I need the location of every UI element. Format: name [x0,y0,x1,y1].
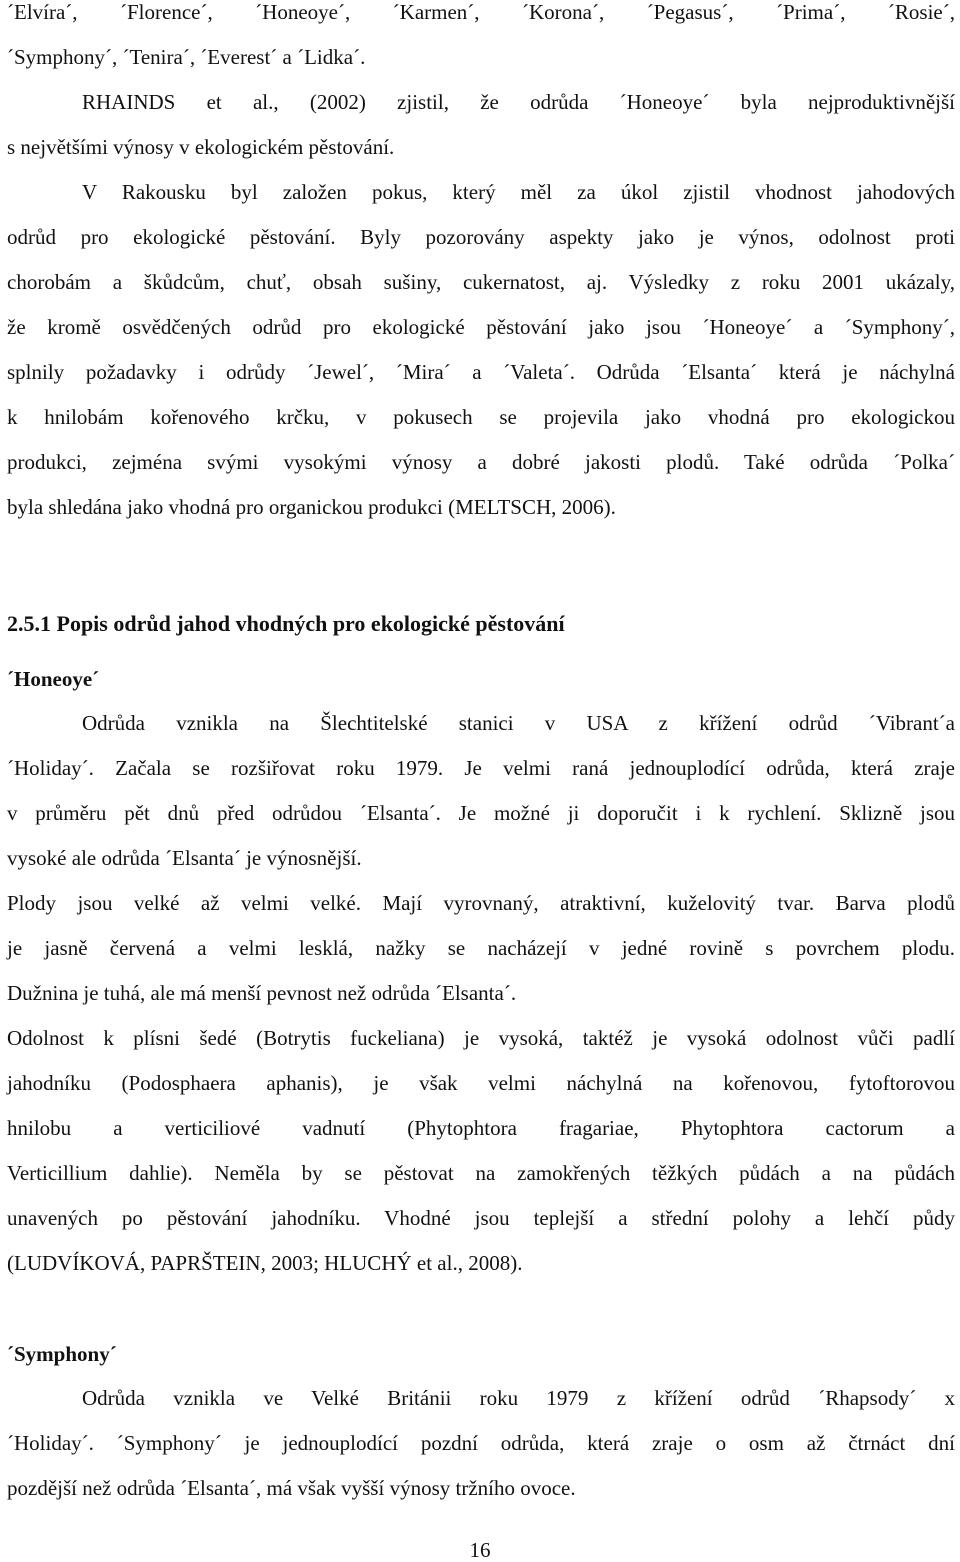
text-line: ´Holiday´. ´Symphony´ je jednouplodící pozdní odrůda, která zraje o osm až čtrnáct dní [7,1431,955,1455]
text-line: ´Holiday´. Začala se rozšiřovat roku 1979. Je velmi raná jednouplodící odrůda, která zraje [7,756,955,780]
page-number: 16 [469,1538,491,1562]
text-line: ´Elvíra´, ´Florence´, ´Honeoye´, ´Karmen´, ´Korona´, ´Pegasus´, ´Prima´, ´Rosie´, [7,0,955,24]
text-line: Odolnost k plísni šedé (Botrytis fuckeliana) je vysoká, taktéž je vysoká odolnost vůči padlí [7,1026,955,1050]
text-line: byla shledána jako vhodná pro organickou produkci (MELTSCH, 2006). [7,495,616,519]
text-line: Plody jsou velké až velmi velké. Mají vyrovnaný, atraktivní, kuželovitý tvar. Barva plodů [7,891,955,915]
text-line: splnily požadavky i odrůdy ´Jewel´, ´Mira´ a ´Valeta´. Odrůda ´Elsanta´ která je náchylná [7,360,955,384]
text-line: chorobám a škůdcům, chuť, obsah sušiny, cukernatost, aj. Výsledky z roku 2001 ukázaly, [7,270,955,294]
text-line: produkci, zejména svými vysokými výnosy a dobré jakosti plodů. Také odrůda ´Polka´ [7,450,955,474]
text-line: (LUDVÍKOVÁ, PAPRŠTEIN, 2003; HLUCHÝ et al., 2008). [7,1251,523,1275]
text-line: odrůd pro ekologické pěstování. Byly pozorovány aspekty jako je výnos, odolnost proti [7,225,955,249]
text-line: pozdější než odrůda ´Elsanta´, má však vyšší výnosy tržního ovoce. [7,1476,576,1500]
text-line: V Rakousku byl založen pokus, který měl za úkol zjistil vhodnost jahodových [82,180,955,204]
text-line: Dužnina je tuhá, ale má menší pevnost než odrůda ´Elsanta´. [7,981,517,1005]
text-line: s největšími výnosy v ekologickém pěstování. [7,135,395,159]
text-line: hnilobu a verticiliové vadnutí (Phytophtora fragariae, Phytophtora cactorum a [7,1116,955,1140]
text-line: že kromě osvědčených odrůd pro ekologické pěstování jako jsou ´Honeoye´ a ´Symphony´, [7,315,955,339]
variety-title-symphony: ´Symphony´ [7,1342,117,1366]
text-line: RHAINDS et al., (2002) zjistil, že odrůda ´Honeoye´ byla nejproduktivnější [82,90,955,114]
text-line: v průměru pět dnů před odrůdou ´Elsanta´. Je možné ji doporučit i k rychlení. Sklizně jsou [7,801,955,825]
text-line: jahodníku (Podosphaera aphanis), je však velmi náchylná na kořenovou, fytoftorovou [7,1071,955,1095]
text-line: Odrůda vznikla ve Velké Británii roku 1979 z křížení odrůd ´Rhapsody´ x [82,1386,955,1410]
text-line: unavených po pěstování jahodníku. Vhodné jsou teplejší a střední polohy a lehčí půdy [7,1206,955,1230]
text-line: Odrůda vznikla na Šlechtitelské stanici v USA z křížení odrůd ´Vibrant´a [82,711,955,735]
text-line: Verticillium dahlie). Neměla by se pěstovat na zamokřených těžkých půdách a na půdách [7,1161,955,1185]
variety-title-honeoye: ´Honeoye´ [7,667,100,691]
text-line: vysoké ale odrůda ´Elsanta´ je výnosnější. [7,846,362,870]
text-line: ´Symphony´, ´Tenira´, ´Everest´ a ´Lidka´. [7,45,366,69]
text-line: k hnilobám kořenového krčku, v pokusech se projevila jako vhodná pro ekologickou [7,405,955,429]
section-heading: 2.5.1 Popis odrůd jahod vhodných pro ekologické pěstování [7,611,565,636]
text-line: je jasně červená a velmi lesklá, nažky se nacházejí v jedné rovině s povrchem plodu. [7,936,955,960]
